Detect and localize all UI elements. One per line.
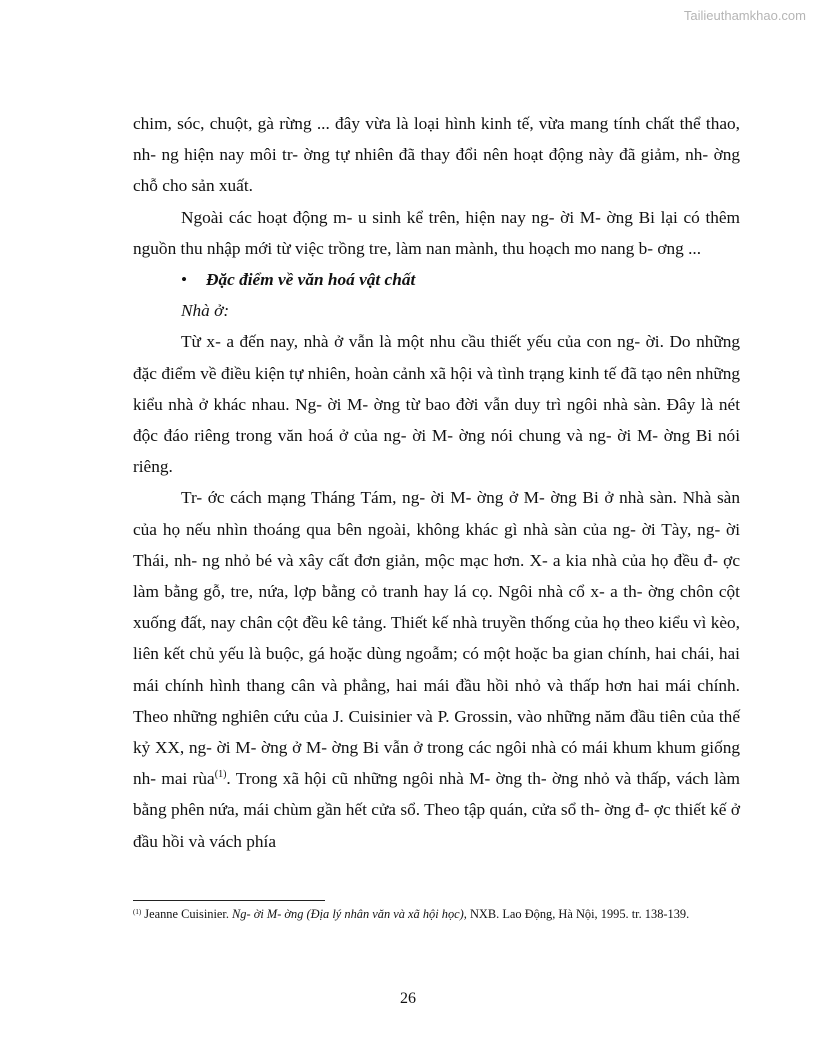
paragraph-4	[133, 482, 740, 856]
paragraph-4-text-b: . Trong xã hội cũ những ngôi nhà M- ờng th- ờng nhỏ và thấp, vách làm bằng phên nứa, mái chùm gần hết cửa sổ. Theo tập quán, cửa sổ th- ờng đ- ợc thiết kế ở đầu hồi và vách phía	[133, 769, 740, 851]
footnote-reference[interactable]: (1)	[214, 769, 227, 781]
document-body	[133, 108, 740, 857]
paragraph-2: Ngoài các hoạt động m- u sinh kể trên, hiện nay ng- ời M- ờng Bi lại có thêm nguồn thu nhập mới từ việc trồng tre, làm nan mành, thu hoạch mo nang b- ơng ...	[133, 207, 740, 258]
paragraph-4-text-a: Tr- ớc cách mạng Tháng Tám, ng- ời M- ờng ở M- ờng Bi ở nhà sàn. Nhà sàn của họ nếu nhìn thoáng qua bên ngoài, không khác gì nhà sàn của ng- ời Tày, ng- ời Thái, nh- ng nhỏ bé và xây cất đơn giản, mộc mạc hơn. X- a kia nhà của họ đều đ- ợc làm bằng gỗ, tre, nứa, lợp bằng cỏ tranh hay lá cọ. Ngôi nhà cổ x- a th- ờng chôn cột xuống đất, nay chân cột đều kê tảng. Thiết kế nhà truyền thống của họ theo kiểu vì kèo, liên kết chủ yếu là buộc, gá hoặc dùng ngoẫm; có một hoặc ba gian chính, hai chái, hai mái chính hình thang cân và phẳng, hai mái đầu hồi nhỏ và thấp hơn hai mái chính. Theo những nghiên cứu của J. Cuisinier và P. Grossin, vào những năm đầu tiên của thế kỷ XX, ng- ời M- ờng ở M- ờng Bi vẫn ở trong các ngôi nhà có mái khum khum giống nh- mai rùa	[133, 488, 740, 789]
section-heading	[133, 264, 740, 295]
page-number: 26	[400, 990, 416, 1007]
footnote-rest: , NXB. Lao Động, Hà Nội, 1995. tr. 138-139.	[463, 907, 690, 921]
subheading: Nhà ở:	[181, 301, 230, 321]
bullet-icon: •	[181, 270, 188, 290]
footnote-marker: (1)	[133, 908, 142, 916]
footnote-author: Jeanne Cuisinier.	[144, 907, 233, 921]
footnote-title: Ng- ời M- ờng (Địa lý nhân văn và xã hội học)	[232, 907, 464, 921]
footnote	[133, 906, 753, 922]
footnote-divider	[133, 900, 325, 901]
paragraph-3: Từ x- a đến nay, nhà ở vẫn là một nhu cầu thiết yếu của con ng- ời. Do những đặc điểm về điều kiện tự nhiên, hoàn cảnh xã hội và tình trạng kinh tế đã tạo nên những kiểu nhà ở khác nhau. Ng- ời M- ờng từ bao đời vẫn duy trì ngôi nhà sàn. Đây là nét độc đáo riêng trong văn hoá ở của ng- ời M- ờng nói chung và ng- ời M- ờng Bi nói riêng.	[133, 332, 740, 477]
watermark: Tailieuthamkhao.com	[683, 8, 806, 23]
paragraph-1: chim, sóc, chuột, gà rừng ... đây vừa là loại hình kinh tế, vừa mang tính chất thể thao, nh- ng hiện nay môi tr- ờng tự nhiên đã thay đổi nên hoạt động này đã giảm, nh- ờng chỗ cho sản xuất.	[133, 114, 740, 196]
section-heading-text: Đặc điểm về văn hoá vật chất	[206, 270, 416, 290]
